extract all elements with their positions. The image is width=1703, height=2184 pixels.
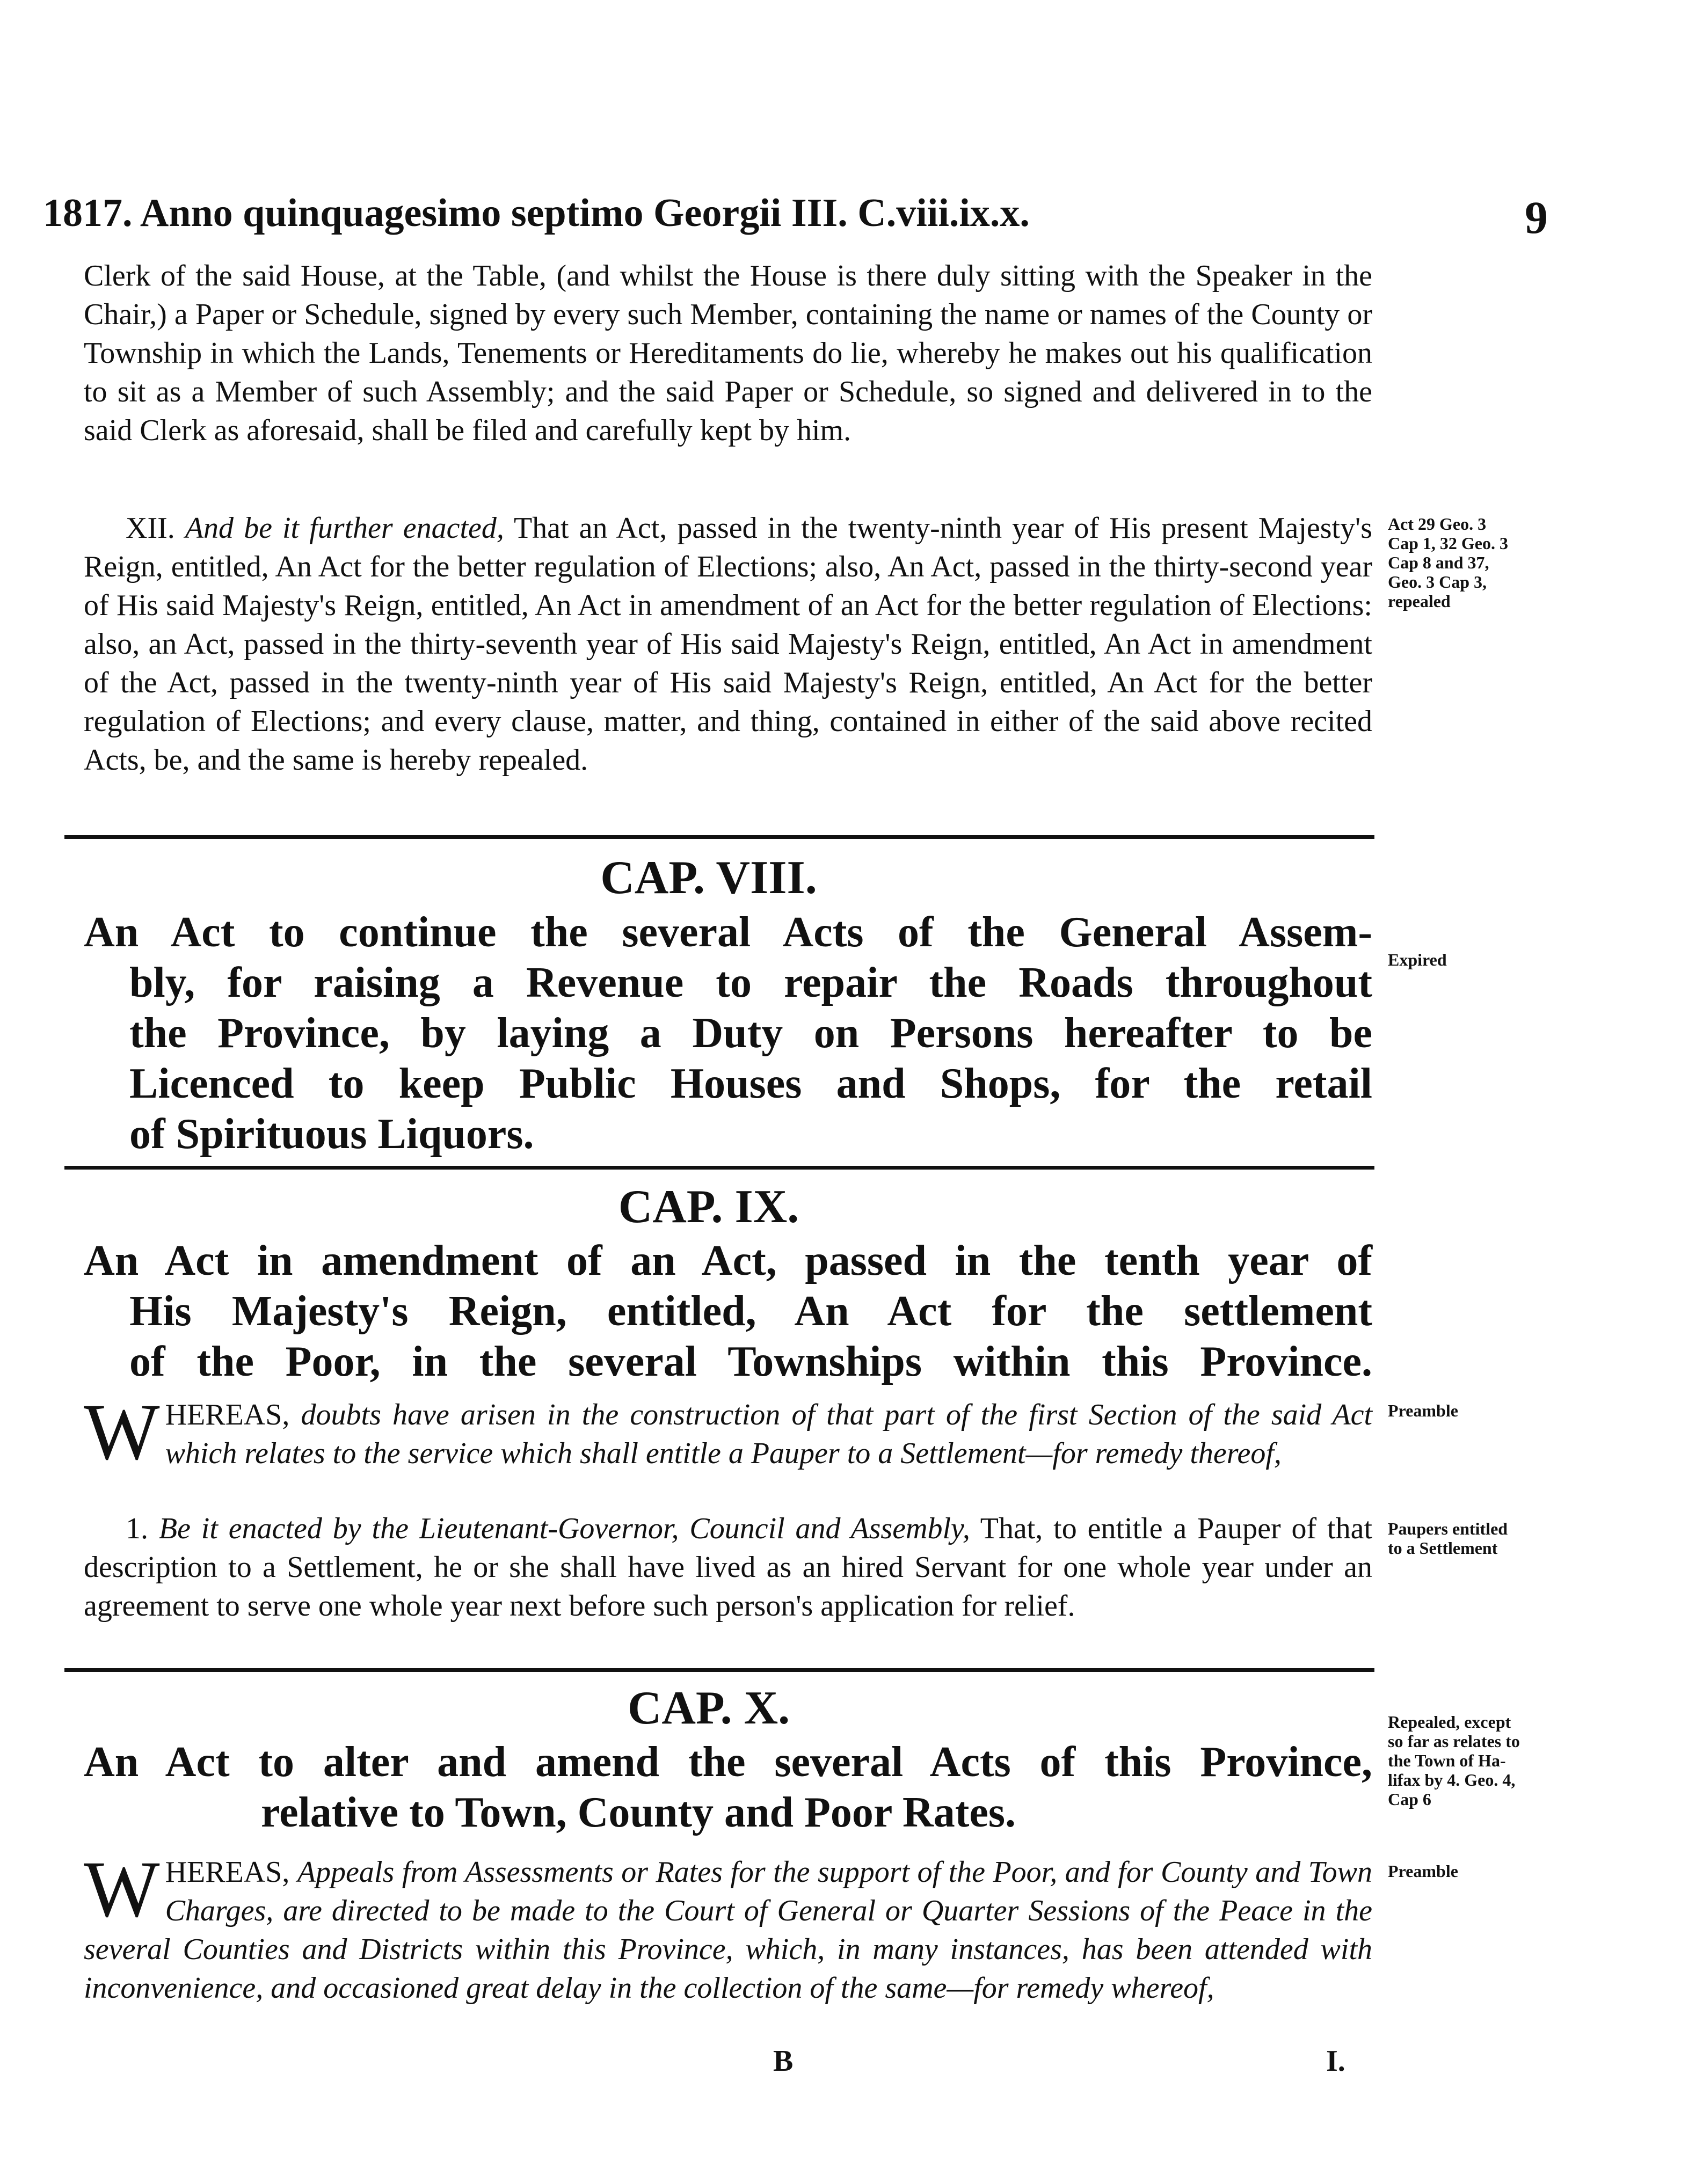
section-enacting-phrase: Be it enacted by the Lieutenant-Governor, Council and Assembly,	[158, 1512, 970, 1545]
margin-note-cap-ix-preamble: Preamble	[1388, 1401, 1458, 1420]
section-rule	[64, 835, 1374, 839]
margin-note-line: the Town of Ha-	[1388, 1751, 1506, 1770]
title-line: of Spirituous Liquors.	[129, 1111, 534, 1158]
preamble-text: Appeals from Assessments or Rates for the support of the Poor, and for County and Town Charges, are directed to be made to the Court of General or Quarter Sessions of the Peace in the several Counties and Districts within this Province, which, in many instances, has been attended with inconvenience, and occasioned great delay in the collection of the same—for remedy whereof,	[84, 1856, 1373, 2005]
margin-note-cap-x	[1388, 1712, 1570, 1809]
section-xii-enacting-phrase: And be it further enacted,	[185, 512, 504, 545]
cap-x-heading: CAP. X.	[627, 1682, 790, 1734]
margin-note-line: Geo. 3 Cap 3,	[1388, 572, 1487, 591]
margin-note-cap-x-preamble: Preamble	[1388, 1861, 1458, 1881]
signature-mark: B	[773, 2044, 794, 2078]
catchword: I.	[1326, 2044, 1345, 2078]
margin-note-line: Cap 6	[1388, 1789, 1431, 1809]
margin-note-line: so far as relates to	[1388, 1732, 1520, 1751]
margin-note-line: Paupers entitled	[1388, 1519, 1508, 1538]
section-xii	[84, 509, 1372, 779]
drop-cap: W	[84, 1845, 160, 1934]
running-head: 1817. Anno quinquagesimo septimo Georgii III. C.viii.ix.x.	[43, 191, 1030, 235]
section-rule	[64, 1166, 1374, 1170]
section-text: That, to entitle a Pauper of that description to a Settlement, he or she shall have lived as an hired Servant for one whole year under an agreement to serve one whole year next before such person's application for relief.	[84, 1512, 1372, 1623]
title-line: of the Poor, in the several Townships within this Province.	[129, 1338, 1372, 1385]
preamble-word: HEREAS,	[165, 1398, 290, 1431]
title-line: the Province, by laying a Duty on Persons hereafter to be	[129, 1010, 1372, 1057]
section-rule	[64, 1668, 1374, 1672]
cap-ix-heading: CAP. IX.	[618, 1181, 799, 1233]
margin-note-xii	[1388, 514, 1570, 611]
title-line: An Act to alter and amend the several Acts of this Province,	[84, 1739, 1372, 1786]
cap-x-title	[84, 1737, 1372, 1838]
section-xii-text: That an Act, passed in the twenty-ninth year of His present Majesty's Reign, entitled, An Act for the better regulation of Elections; also, An Act, passed in the thirty-second year of His said Majesty's Reign, entitled, An Act in amendment of an Act for the better regulation of Elections: also, an Act, passed in the thirty-seventh year of His said Majesty's Reign, entitled, An Act in amendment of the Act, passed in the twenty-ninth year of His said Majesty's Reign, entitled, An Act for the better regulation of Elections; and every clause, matter, and thing, contained in either of the said above recited Acts, be, and the same is hereby repealed.	[84, 512, 1373, 777]
cap-viii-heading: CAP. VIII.	[600, 852, 817, 904]
cap-viii-title	[84, 907, 1372, 1159]
margin-note-line: Cap 1, 32 Geo. 3	[1388, 534, 1508, 553]
page-number: 9	[1525, 192, 1548, 243]
preamble-word: HEREAS,	[165, 1856, 290, 1889]
title-line: bly, for raising a Revenue to repair the Roads throughout	[129, 959, 1372, 1006]
title-line: Licenced to keep Public Houses and Shops, for the retail	[129, 1060, 1372, 1107]
cap-ix-title	[84, 1236, 1372, 1387]
preamble-text: doubts have arisen in the construction of that part of the first Section of the said Act which relates to the service which shall entitle a Pauper to a Settlement—for remedy thereof,	[165, 1398, 1373, 1470]
margin-note-line: Repealed, except	[1388, 1712, 1511, 1732]
cap-ix-section-1	[84, 1509, 1372, 1625]
title-line: An Act to continue the several Acts of the General Assem-	[84, 909, 1372, 956]
drop-cap: W	[84, 1387, 160, 1477]
margin-note-cap-ix-section-1	[1388, 1519, 1570, 1558]
margin-note-cap-viii: Expired	[1388, 950, 1447, 969]
title-line: relative to Town, County and Poor Rates.	[261, 1789, 1016, 1836]
cap-ix-preamble	[84, 1387, 1373, 1477]
margin-note-line: repealed	[1388, 591, 1451, 611]
title-line: His Majesty's Reign, entitled, An Act for the settlement	[129, 1288, 1372, 1335]
margin-note-line: Act 29 Geo. 3	[1388, 514, 1487, 534]
margin-note-line: to a Settlement	[1388, 1538, 1498, 1558]
section-xi-continuation: Clerk of the said House, at the Table, (and whilst the House is there duly sitting with the Speaker in the Chair,) a Paper or Schedule, signed by every such Member, containing the name or names of the County or Township in which the Lands, Tenements or Hereditaments do lie, whereby he makes out his qualification to sit as a Member of such Assembly; and the said Paper or Schedule, so signed and delivered in to the said Clerk as aforesaid, shall be filed and carefully kept by him.	[84, 259, 1372, 447]
margin-note-line: Cap 8 and 37,	[1388, 553, 1489, 572]
cap-x-preamble	[84, 1845, 1373, 2007]
section-xii-number: XII.	[126, 512, 175, 545]
title-line: An Act in amendment of an Act, passed in the tenth year of	[84, 1237, 1372, 1284]
section-number: 1.	[126, 1512, 148, 1545]
margin-note-line: lifax by 4. Geo. 4,	[1388, 1770, 1516, 1789]
